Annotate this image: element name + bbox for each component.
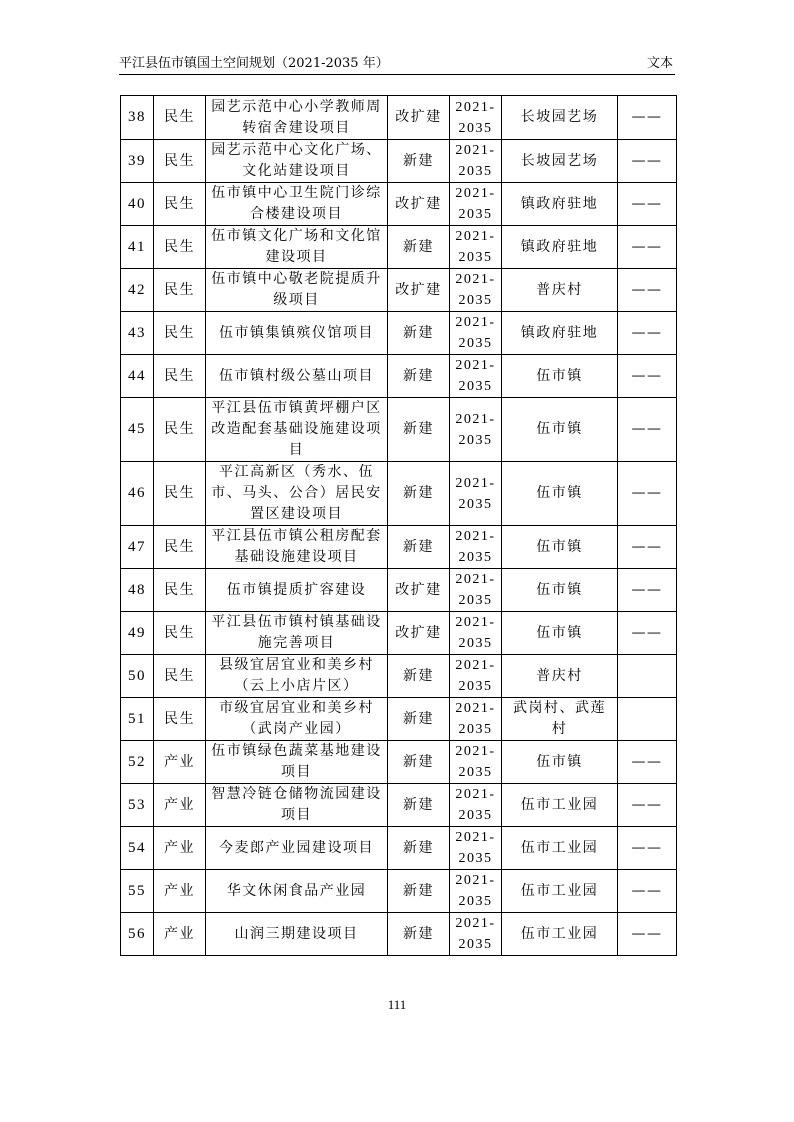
location-cell: 伍市工业园 xyxy=(502,913,618,956)
construction-type-cell: 新建 xyxy=(388,140,450,183)
row-number: 53 xyxy=(121,784,154,827)
period-cell: 2021-2035 xyxy=(450,398,502,462)
period-cell: 2021-2035 xyxy=(450,226,502,269)
category-cell: 民生 xyxy=(154,355,206,398)
location-cell: 伍市镇 xyxy=(502,398,618,462)
table-row xyxy=(121,462,677,526)
project-name-cell: 今麦郎产业园建设项目 xyxy=(206,827,388,870)
construction-type-cell: 新建 xyxy=(388,741,450,784)
location-cell: 伍市镇 xyxy=(502,462,618,526)
row-number: 44 xyxy=(121,355,154,398)
category-cell: 民生 xyxy=(154,698,206,741)
period-cell: 2021-2035 xyxy=(450,612,502,655)
page-number: 111 xyxy=(387,997,407,1012)
period-cell: 2021-2035 xyxy=(450,741,502,784)
project-name-cell: 伍市镇中心卫生院门诊综合楼建设项目 xyxy=(206,183,388,226)
note-cell: —— xyxy=(618,269,677,312)
period-cell: 2021-2035 xyxy=(450,784,502,827)
location-cell: 伍市镇 xyxy=(502,569,618,612)
construction-type-cell: 新建 xyxy=(388,462,450,526)
row-number: 47 xyxy=(121,526,154,569)
row-number: 48 xyxy=(121,569,154,612)
table-row xyxy=(121,741,677,784)
projects-table xyxy=(120,95,677,956)
table-row xyxy=(121,913,677,956)
note-cell: —— xyxy=(618,913,677,956)
note-cell: —— xyxy=(618,312,677,355)
construction-type-cell: 新建 xyxy=(388,698,450,741)
period-cell: 2021-2035 xyxy=(450,913,502,956)
period-cell: 2021-2035 xyxy=(450,462,502,526)
period-cell: 2021-2035 xyxy=(450,569,502,612)
construction-type-cell: 新建 xyxy=(388,312,450,355)
section-label: 文本 xyxy=(646,56,673,71)
note-cell: —— xyxy=(618,462,677,526)
period-cell: 2021-2035 xyxy=(450,269,502,312)
period-cell: 2021-2035 xyxy=(450,140,502,183)
note-cell: —— xyxy=(618,741,677,784)
location-cell: 武岗村、武莲村 xyxy=(502,698,618,741)
note-cell: —— xyxy=(618,355,677,398)
project-name-cell: 伍市镇中心敬老院提质升级项目 xyxy=(206,269,388,312)
construction-type-cell: 新建 xyxy=(388,226,450,269)
table-body xyxy=(121,96,677,956)
construction-type-cell: 新建 xyxy=(388,526,450,569)
table-row xyxy=(121,312,677,355)
category-cell: 产业 xyxy=(154,784,206,827)
row-number: 55 xyxy=(121,870,154,913)
table-row xyxy=(121,612,677,655)
construction-type-cell: 新建 xyxy=(388,355,450,398)
category-cell: 民生 xyxy=(154,398,206,462)
period-cell: 2021-2035 xyxy=(450,183,502,226)
table-row xyxy=(121,96,677,140)
location-cell: 伍市工业园 xyxy=(502,827,618,870)
construction-type-cell: 改扩建 xyxy=(388,269,450,312)
project-name-cell: 市级宜居宜业和美乡村（武岗产业园） xyxy=(206,698,388,741)
category-cell: 产业 xyxy=(154,870,206,913)
construction-type-cell: 改扩建 xyxy=(388,569,450,612)
category-cell: 民生 xyxy=(154,526,206,569)
construction-type-cell: 新建 xyxy=(388,655,450,698)
project-name-cell: 园艺示范中心小学教师周转宿舍建设项目 xyxy=(206,96,388,140)
note-cell: —— xyxy=(618,827,677,870)
location-cell: 伍市镇 xyxy=(502,526,618,569)
category-cell: 民生 xyxy=(154,655,206,698)
category-cell: 产业 xyxy=(154,913,206,956)
page-header xyxy=(119,54,675,74)
project-name-cell: 伍市镇文化广场和文化馆建设项目 xyxy=(206,226,388,269)
note-cell: —— xyxy=(618,870,677,913)
period-cell: 2021-2035 xyxy=(450,870,502,913)
note-cell: —— xyxy=(618,612,677,655)
category-cell: 产业 xyxy=(154,741,206,784)
note-cell: —— xyxy=(618,226,677,269)
project-name-cell: 平江县伍市镇公租房配套基础设施建设项目 xyxy=(206,526,388,569)
table-row xyxy=(121,698,677,741)
category-cell: 民生 xyxy=(154,183,206,226)
construction-type-cell: 新建 xyxy=(388,870,450,913)
row-number: 40 xyxy=(121,183,154,226)
construction-type-cell: 新建 xyxy=(388,913,450,956)
row-number: 41 xyxy=(121,226,154,269)
project-name-cell: 山润三期建设项目 xyxy=(206,913,388,956)
period-cell: 2021-2035 xyxy=(450,96,502,140)
construction-type-cell: 新建 xyxy=(388,784,450,827)
table-row xyxy=(121,355,677,398)
location-cell: 镇政府驻地 xyxy=(502,312,618,355)
note-cell: —— xyxy=(618,526,677,569)
table-row xyxy=(121,183,677,226)
table-row xyxy=(121,398,677,462)
note-cell: —— xyxy=(618,96,677,140)
construction-type-cell: 改扩建 xyxy=(388,183,450,226)
project-name-cell: 伍市镇集镇殡仪馆项目 xyxy=(206,312,388,355)
project-name-cell: 伍市镇提质扩容建设 xyxy=(206,569,388,612)
category-cell: 民生 xyxy=(154,462,206,526)
row-number: 46 xyxy=(121,462,154,526)
period-cell: 2021-2035 xyxy=(450,526,502,569)
construction-type-cell: 新建 xyxy=(388,827,450,870)
location-cell: 长坡园艺场 xyxy=(502,140,618,183)
period-cell: 2021-2035 xyxy=(450,655,502,698)
location-cell: 伍市工业园 xyxy=(502,784,618,827)
table-row xyxy=(121,827,677,870)
construction-type-cell: 改扩建 xyxy=(388,612,450,655)
period-cell: 2021-2035 xyxy=(450,827,502,870)
location-cell: 伍市工业园 xyxy=(502,870,618,913)
table-row xyxy=(121,655,677,698)
note-cell: —— xyxy=(618,784,677,827)
project-name-cell: 平江高新区（秀水、伍市、马头、公合）居民安置区建设项目 xyxy=(206,462,388,526)
category-cell: 民生 xyxy=(154,312,206,355)
project-name-cell: 平江县伍市镇黄坪棚户区改造配套基础设施建设项目 xyxy=(206,398,388,462)
category-cell: 民生 xyxy=(154,269,206,312)
project-name-cell: 智慧冷链仓储物流园建设项目 xyxy=(206,784,388,827)
project-name-cell: 伍市镇村级公墓山项目 xyxy=(206,355,388,398)
table-row xyxy=(121,140,677,183)
row-number: 50 xyxy=(121,655,154,698)
row-number: 39 xyxy=(121,140,154,183)
note-cell: —— xyxy=(618,569,677,612)
header-divider xyxy=(119,74,675,75)
row-number: 54 xyxy=(121,827,154,870)
note-cell xyxy=(618,698,677,741)
location-cell: 镇政府驻地 xyxy=(502,226,618,269)
location-cell: 伍市镇 xyxy=(502,741,618,784)
row-number: 45 xyxy=(121,398,154,462)
row-number: 38 xyxy=(121,96,154,140)
row-number: 51 xyxy=(121,698,154,741)
table-row xyxy=(121,269,677,312)
project-name-cell: 县级宜居宜业和美乡村（云上小店片区） xyxy=(206,655,388,698)
project-name-cell: 平江县伍市镇村镇基础设施完善项目 xyxy=(206,612,388,655)
note-cell: —— xyxy=(618,140,677,183)
note-cell: —— xyxy=(618,398,677,462)
table-row xyxy=(121,569,677,612)
table-row xyxy=(121,526,677,569)
table-row xyxy=(121,870,677,913)
category-cell: 民生 xyxy=(154,140,206,183)
location-cell: 普庆村 xyxy=(502,269,618,312)
category-cell: 民生 xyxy=(154,96,206,140)
table-row xyxy=(121,226,677,269)
construction-type-cell: 新建 xyxy=(388,398,450,462)
category-cell: 民生 xyxy=(154,612,206,655)
project-name-cell: 华文休闲食品产业园 xyxy=(206,870,388,913)
period-cell: 2021-2035 xyxy=(450,312,502,355)
project-name-cell: 园艺示范中心文化广场、文化站建设项目 xyxy=(206,140,388,183)
note-cell: —— xyxy=(618,183,677,226)
construction-type-cell: 改扩建 xyxy=(388,96,450,140)
row-number: 49 xyxy=(121,612,154,655)
row-number: 42 xyxy=(121,269,154,312)
location-cell: 伍市镇 xyxy=(502,612,618,655)
location-cell: 镇政府驻地 xyxy=(502,183,618,226)
row-number: 56 xyxy=(121,913,154,956)
project-name-cell: 伍市镇绿色蔬菜基地建设项目 xyxy=(206,741,388,784)
category-cell: 民生 xyxy=(154,569,206,612)
location-cell: 伍市镇 xyxy=(502,355,618,398)
category-cell: 产业 xyxy=(154,827,206,870)
note-cell xyxy=(618,655,677,698)
location-cell: 普庆村 xyxy=(502,655,618,698)
row-number: 52 xyxy=(121,741,154,784)
category-cell: 民生 xyxy=(154,226,206,269)
table-row xyxy=(121,784,677,827)
period-cell: 2021-2035 xyxy=(450,355,502,398)
period-cell: 2021-2035 xyxy=(450,698,502,741)
document-title: 平江县伍市镇国土空间规划（2021-2035 年） xyxy=(119,56,389,71)
row-number: 43 xyxy=(121,312,154,355)
location-cell: 长坡园艺场 xyxy=(502,96,618,140)
